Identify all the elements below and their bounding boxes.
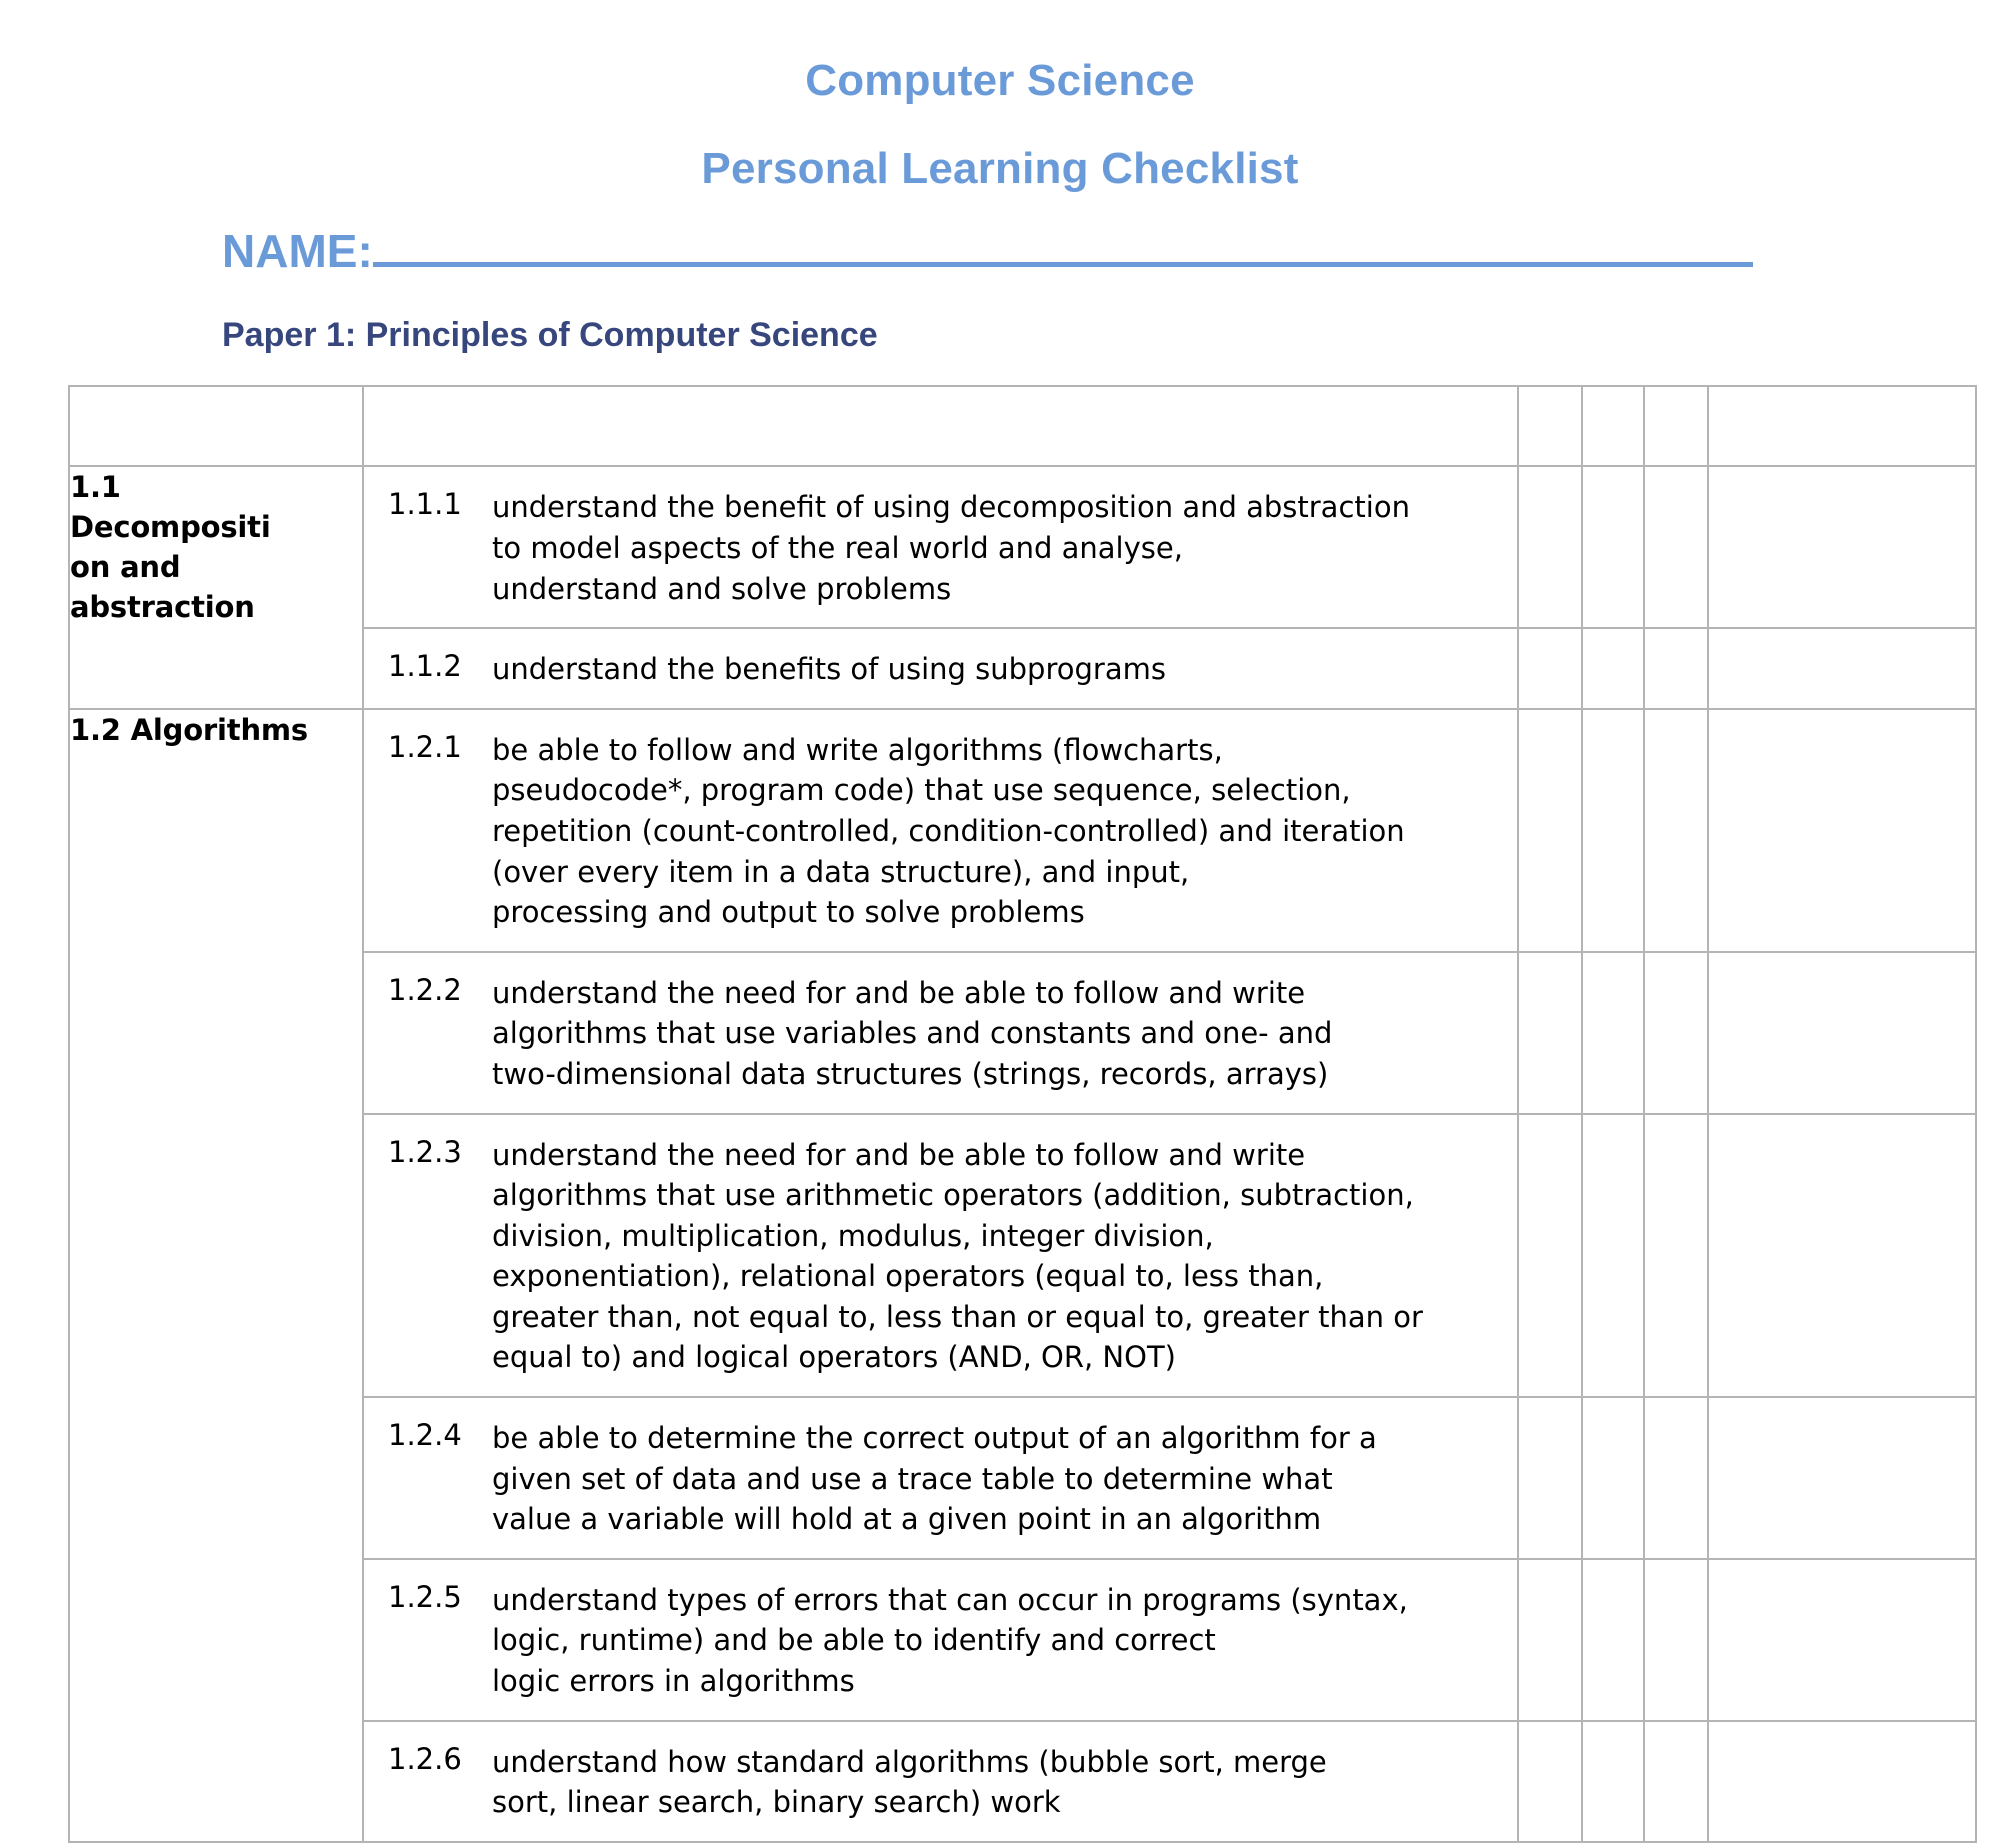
objective-code: 1.2.1 (388, 729, 462, 764)
table-body (69, 466, 1976, 1841)
objective-text (492, 629, 1517, 708)
objective-text-line: to model aspects of the real world and analyse, (492, 530, 1183, 565)
objective-text-line: understand how standard algorithms (bubble sort, merge (492, 1744, 1327, 1779)
rag-cell-amber[interactable] (1582, 952, 1644, 1114)
name-field-row (0, 192, 2000, 278)
rag-cell-red[interactable] (1518, 466, 1582, 628)
rag-cell-green[interactable] (1644, 952, 1708, 1114)
objective-text-line: given set of data and use a trace table to determine what (492, 1461, 1333, 1496)
objective-code: 1.1.1 (388, 487, 462, 522)
rag-cell-amber[interactable] (1582, 628, 1644, 709)
objective-code: 1.1.2 (388, 649, 462, 684)
objective-text-line: (over every item in a data structure), and input, (492, 854, 1190, 889)
review-cell[interactable] (1708, 1114, 1976, 1398)
objective-text-line: logic errors in algorithms (492, 1664, 855, 1699)
objective-text (492, 953, 1517, 1113)
review-cell[interactable] (1708, 628, 1976, 709)
objective-text-line: exponentiation), relational operators (equal to, less than, (492, 1259, 1324, 1294)
objective-text-line: value a variable will hold at a given point in an algorithm (492, 1502, 1322, 1537)
objective-text-line: two-dimensional data structures (strings, records, arrays) (492, 1056, 1329, 1091)
topic-label-line: 1.1 (70, 470, 121, 505)
objective-cell (363, 1559, 1518, 1721)
rag-cell-amber[interactable] (1582, 709, 1644, 952)
objective-cell (363, 709, 1518, 952)
rag-cell-amber[interactable] (1582, 1721, 1644, 1842)
objective-code: 1.2.2 (388, 972, 462, 1007)
review-cell[interactable] (1708, 709, 1976, 952)
objective-text-line: algorithms that use variables and constants and one- and (492, 1016, 1333, 1051)
rag-cell-green[interactable] (1644, 466, 1708, 628)
objective-text (492, 1560, 1517, 1720)
rag-cell-green[interactable] (1644, 628, 1708, 709)
objective-cell (363, 1721, 1518, 1842)
column-header-review: REVIEW (1708, 386, 1976, 466)
rag-cell-green[interactable] (1644, 1114, 1708, 1398)
topic-cell (69, 709, 363, 1842)
objective-code: 1.2.6 (388, 1741, 462, 1776)
table-row (69, 466, 1976, 628)
rag-cell-green[interactable] (1644, 1721, 1708, 1842)
column-header-amber: A (1582, 386, 1644, 466)
objective-text-line: understand the benefit of using decomposition and abstraction (492, 490, 1410, 525)
objective-text-line: equal to) and logical operators (AND, OR, NOT) (492, 1340, 1176, 1375)
rag-cell-red[interactable] (1518, 709, 1582, 952)
table-header-row (69, 386, 1976, 466)
objective-text-line: algorithms that use arithmetic operators (addition, subtraction, (492, 1178, 1414, 1213)
rag-cell-red[interactable] (1518, 1559, 1582, 1721)
objective-text (492, 1398, 1517, 1558)
objective-text-line: be able to follow and write algorithms (flowcharts, (492, 732, 1223, 767)
objective-text-line: understand the benefits of using subprograms (492, 652, 1166, 687)
rag-cell-amber[interactable] (1582, 466, 1644, 628)
name-label: NAME: (222, 225, 373, 278)
rag-cell-red[interactable] (1518, 628, 1582, 709)
objective-text (492, 710, 1517, 951)
review-cell[interactable] (1708, 952, 1976, 1114)
rag-cell-amber[interactable] (1582, 1114, 1644, 1398)
objective-text-line: understand and solve problems (492, 571, 952, 606)
column-header-i-should: I should: (363, 386, 1518, 466)
objective-text-line: greater than, not equal to, less than or equal to, greater than or (492, 1299, 1423, 1334)
rag-cell-red[interactable] (1518, 1114, 1582, 1398)
column-header-green: G (1644, 386, 1708, 466)
rag-cell-red[interactable] (1518, 1721, 1582, 1842)
objective-cell (363, 466, 1518, 628)
review-cell[interactable] (1708, 1559, 1976, 1721)
topic-label-line: abstraction (70, 590, 255, 625)
topic-label-line: on and (70, 550, 181, 585)
objective-text-line: repetition (count-controlled, condition-controlled) and iteration (492, 813, 1405, 848)
objective-text-line: pseudocode*, program code) that use sequence, selection, (492, 773, 1351, 808)
rag-cell-amber[interactable] (1582, 1559, 1644, 1721)
objective-code: 1.2.4 (388, 1418, 462, 1453)
rag-cell-amber[interactable] (1582, 1397, 1644, 1559)
review-cell[interactable] (1708, 1721, 1976, 1842)
objective-text-line: logic, runtime) and be able to identify and correct (492, 1623, 1216, 1658)
objective-text (492, 1115, 1517, 1397)
objective-text-line: processing and output to solve problems (492, 895, 1085, 930)
objective-cell (363, 628, 1518, 709)
objective-text (492, 467, 1517, 627)
objective-cell (363, 952, 1518, 1114)
topic-label-line: Decompositi (70, 510, 271, 545)
objective-code: 1.2.3 (388, 1134, 462, 1169)
objective-text-line: be able to determine the correct output of an algorithm for a (492, 1421, 1377, 1456)
column-header-red: R (1518, 386, 1582, 466)
rag-cell-green[interactable] (1644, 709, 1708, 952)
page-title-line-2: Personal Learning Checklist (701, 144, 1299, 194)
objective-code: 1.2.5 (388, 1579, 462, 1614)
review-cell[interactable] (1708, 1397, 1976, 1559)
objective-text-line: understand types of errors that can occur in programs (syntax, (492, 1582, 1408, 1617)
objective-text-line: understand the need for and be able to follow and write (492, 975, 1306, 1010)
paper-section-heading: Paper 1: Principles of Computer Science (222, 316, 878, 355)
rag-cell-red[interactable] (1518, 952, 1582, 1114)
table-row (69, 709, 1976, 952)
rag-cell-red[interactable] (1518, 1397, 1582, 1559)
checklist-table (68, 385, 1977, 1842)
topic-label-line: 1.2 Algorithms (70, 712, 308, 747)
objective-text-line: sort, linear search, binary search) work (492, 1785, 1061, 1820)
rag-cell-green[interactable] (1644, 1397, 1708, 1559)
checklist-table-wrapper (0, 355, 2000, 1842)
table-header (69, 386, 1976, 466)
topic-cell (69, 466, 363, 708)
objective-cell (363, 1114, 1518, 1398)
review-cell[interactable] (1708, 466, 1976, 628)
name-input-underline[interactable] (373, 262, 1753, 267)
column-header-content: content (69, 386, 363, 466)
objective-text-line: understand the need for and be able to follow and write (492, 1137, 1306, 1172)
rag-cell-green[interactable] (1644, 1559, 1708, 1721)
page-title-line-1: Computer Science (805, 56, 1195, 105)
objective-text (492, 1722, 1517, 1841)
objective-cell (363, 1397, 1518, 1559)
objective-text-line: division, multiplication, modulus, integer division, (492, 1218, 1214, 1253)
